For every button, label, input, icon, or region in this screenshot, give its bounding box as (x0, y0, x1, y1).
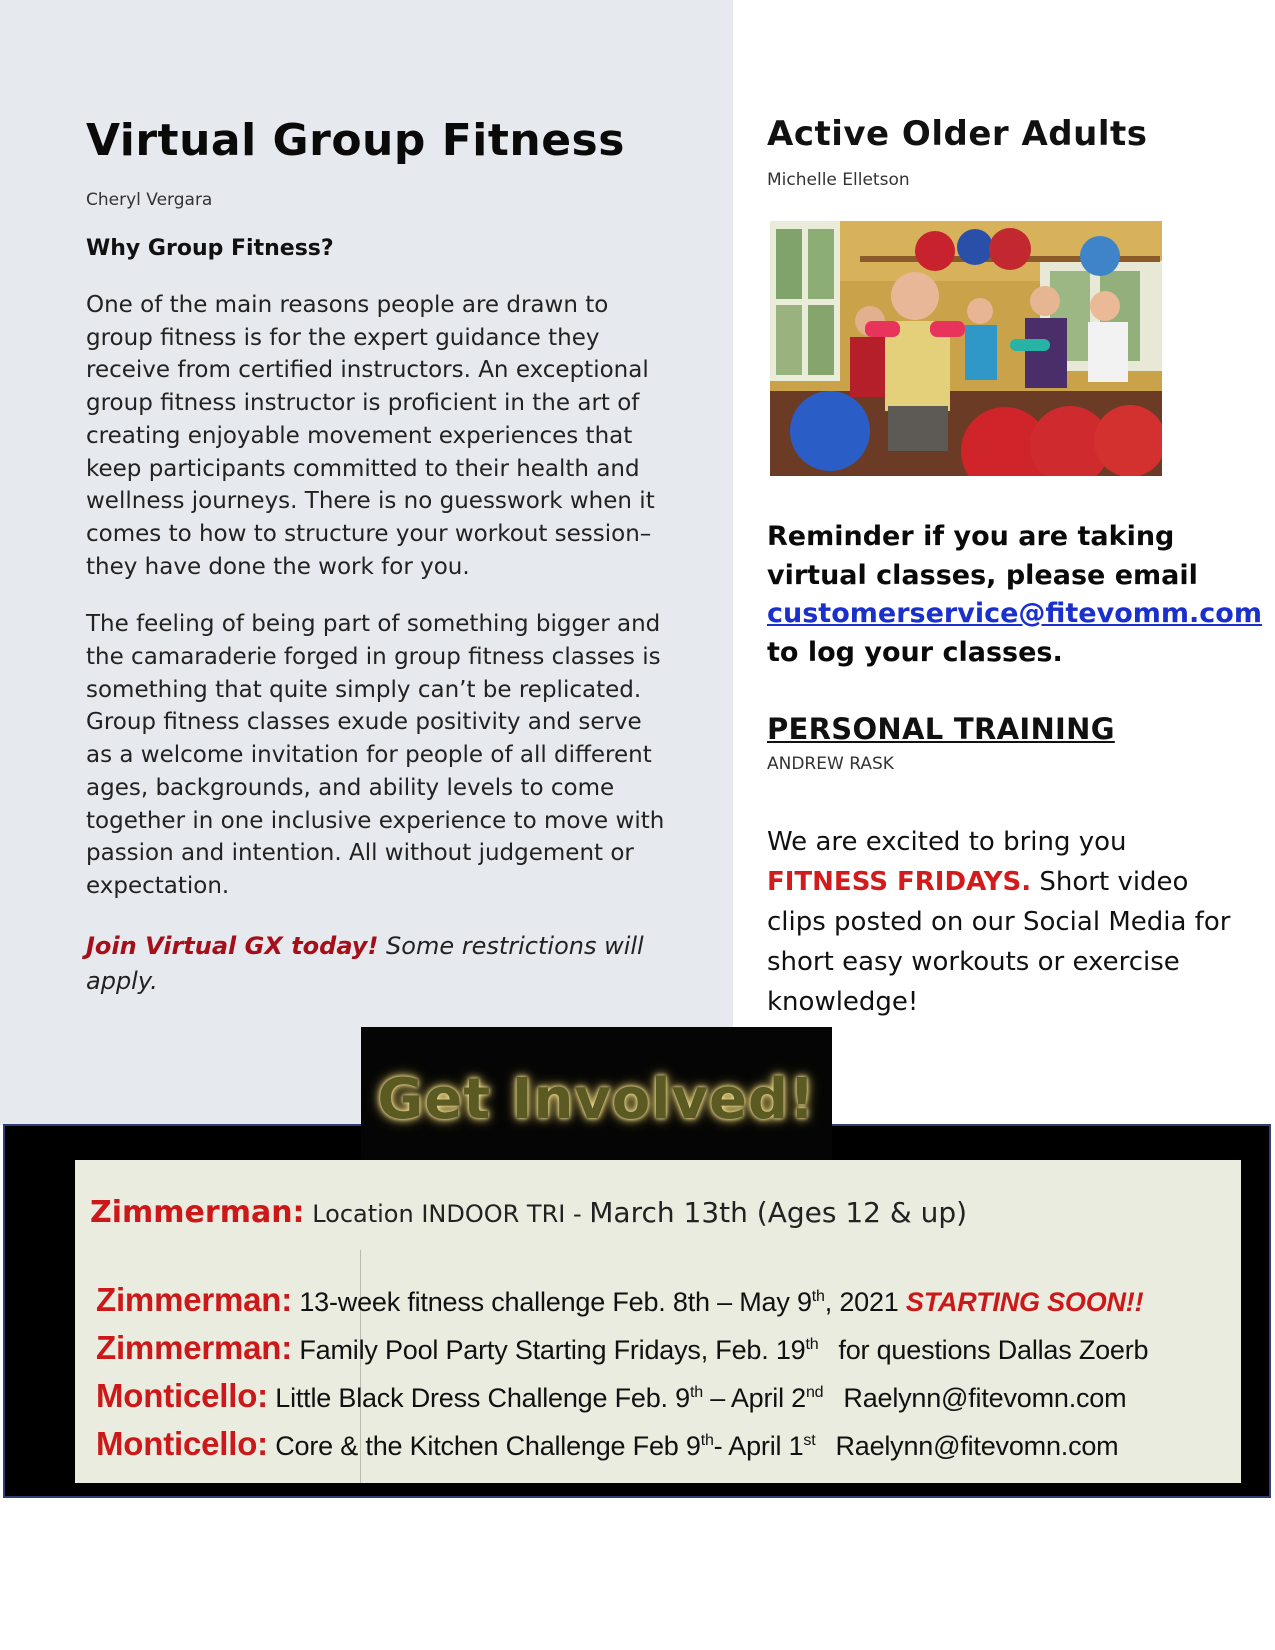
virtual-group-fitness-article (86, 110, 666, 999)
event-contact-email[interactable]: Raelynn@fitevomn.com (835, 1431, 1119, 1461)
article-author: Cheryl Vergara (86, 190, 213, 210)
event-location: Monticello: (96, 1377, 268, 1414)
article-title: Virtual Group Fitness (86, 115, 625, 166)
section-title: Active Older Adults (767, 114, 1148, 154)
event-text: - April 1 (713, 1431, 804, 1461)
event-text: – April 2 (702, 1383, 806, 1413)
join-cta (86, 929, 666, 999)
fitness-fridays-highlight: FITNESS FRIDAYS. (767, 867, 1032, 897)
event-date: March 13th (Ages 12 & up) (589, 1196, 968, 1229)
article-subhead: Why Group Fitness? (86, 236, 334, 261)
event-sup: th (811, 1288, 825, 1305)
event-item (96, 1425, 1118, 1463)
join-cta-strong: Join Virtual GX today! (86, 931, 379, 960)
active-older-adults-header (767, 110, 1237, 190)
fitness-fridays-intro: We are excited to bring you (767, 827, 1127, 857)
virtual-classes-reminder (767, 518, 1262, 672)
event-text: 13-week fitness challenge Feb. 8th – May 9 (292, 1287, 812, 1317)
event-sup: st (803, 1432, 816, 1449)
event-item (96, 1281, 1143, 1319)
section-author: Michelle Elletson (767, 170, 910, 190)
event-location: Monticello: (96, 1425, 268, 1462)
customer-service-email-link[interactable]: customerservice@fitevomm.com (767, 598, 1262, 629)
event-text: Location INDOOR TRI - (304, 1200, 590, 1228)
article-paragraph: The feeling of being part of something bigger and the camaraderie forged in group fitness classes is something that quite simply can’t be replicated. Group fitness classes exude positivity and serve as a welcome invitation for people of all different ages, backgrounds, and ability levels to come together in one inclusive experience to move with passion and intention. All without judgement or expectation. (86, 611, 665, 899)
get-involved-heading: Get Involved! (377, 1067, 816, 1132)
event-text: Little Black Dress Challenge Feb. 9 (267, 1383, 690, 1413)
seniors-exercise-photo (770, 221, 1162, 476)
event-item (90, 1195, 967, 1230)
event-item (96, 1377, 1126, 1415)
fitness-fridays-rest: Short video clips posted on our Social Media for short easy workouts or exercise knowledge! (767, 867, 1231, 1017)
event-sup: th (805, 1336, 819, 1353)
article-paragraph: One of the main reasons people are drawn to group fitness is for the expert guidance they receive from certified instructors. An exceptional group fitness instructor is proficient in the art of creating enjoyable movement experiences that keep participants committed to their health and wellness journeys. There is no guesswork when it comes to how to structure your workout session–they have done the work for you. (86, 292, 655, 580)
event-sup: th (689, 1384, 703, 1401)
event-location: Zimmerman: (96, 1329, 293, 1366)
event-contact-email[interactable]: Raelynn@fitevomn.com (843, 1383, 1127, 1413)
reminder-text: Reminder if you are taking virtual classes, please email (767, 521, 1198, 591)
event-text: Core & the Kitchen Challenge Feb 9 (267, 1431, 701, 1461)
event-sup: nd (805, 1384, 824, 1401)
reminder-text-end: to log your classes. (767, 636, 1063, 668)
join-cta-rest: Some restrictions will apply. (86, 931, 644, 995)
starting-soon-badge: STARTING SOON!! (905, 1287, 1144, 1317)
get-involved-banner (361, 1027, 832, 1160)
event-location: Zimmerman: (90, 1195, 305, 1230)
event-text: , 2021 (824, 1287, 906, 1317)
event-item (96, 1329, 1148, 1367)
event-contact: for questions Dallas Zoerb (838, 1335, 1149, 1365)
event-sup: th (700, 1432, 714, 1449)
event-location: Zimmerman: (96, 1281, 293, 1318)
fitness-fridays-text (767, 822, 1237, 1022)
personal-training-title: PERSONAL TRAINING (767, 712, 1115, 746)
personal-training-author: ANDREW RASK (767, 754, 894, 774)
event-text: Family Pool Party Starting Fridays, Feb. 19 (292, 1335, 806, 1365)
